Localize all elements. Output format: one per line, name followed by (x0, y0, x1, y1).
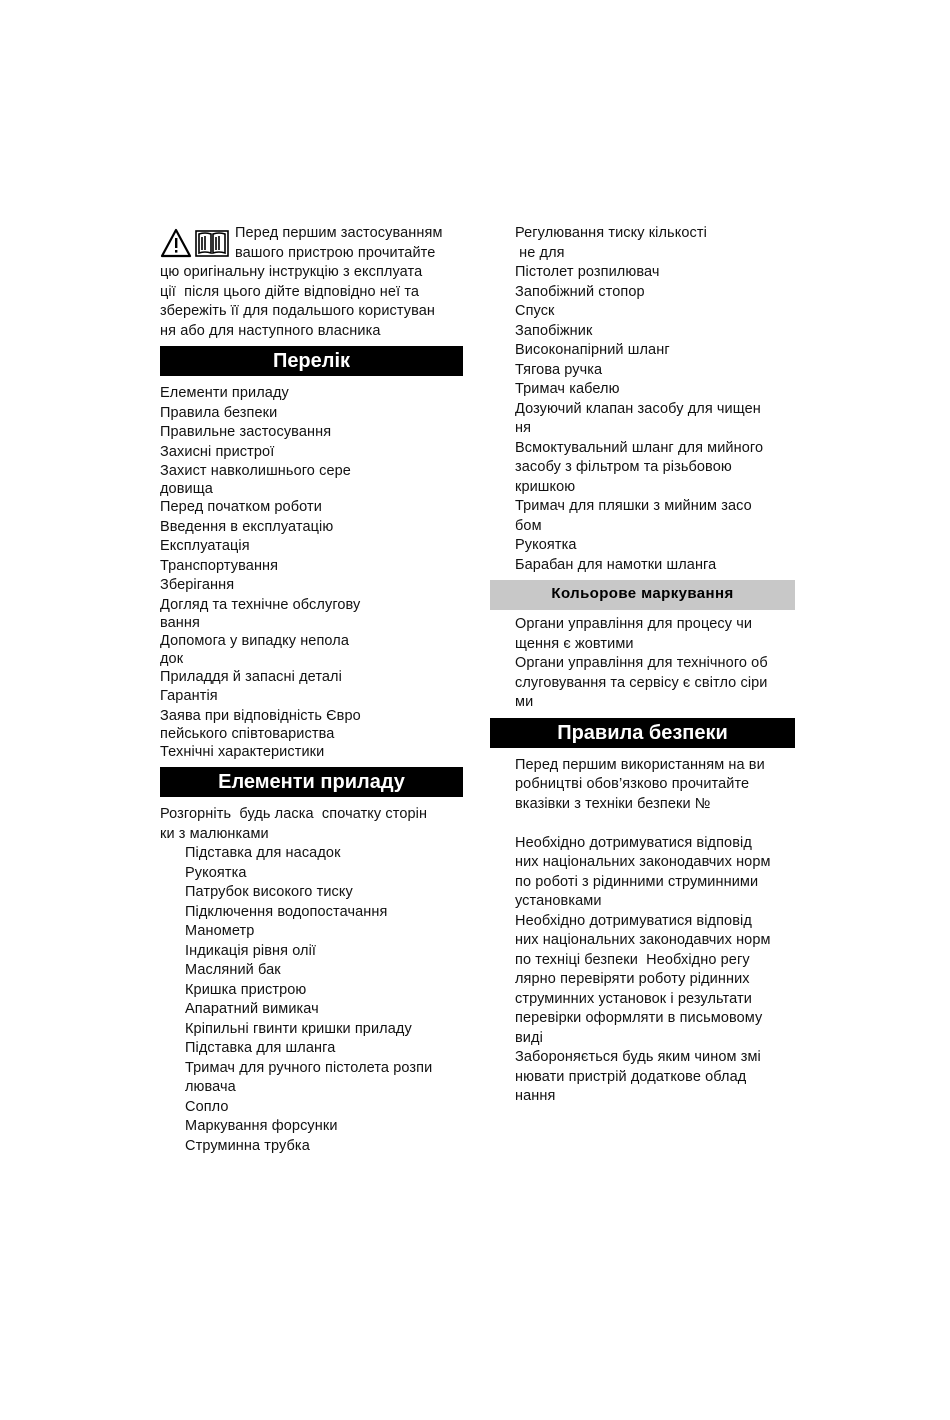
elements-list-continued (490, 224, 795, 575)
contents-item: Транспортування (160, 557, 279, 574)
safety-line: струминних установок і результати (515, 990, 752, 1007)
element-item: Індикація рівня олії (185, 942, 317, 959)
element-item: Рукоятка (185, 864, 247, 881)
safety-line: нання (515, 1088, 556, 1104)
element-item: Манометр (185, 923, 255, 939)
contents-item: Приладдя й запасні деталі (160, 668, 342, 685)
intro-line: цю оригінальну інструкцію з експлуата (160, 264, 423, 280)
element-item: Маркування форсунки (185, 1118, 338, 1134)
contents-item: Догляд та технічне обслугову (160, 596, 361, 613)
paragraph-gap (490, 814, 795, 834)
contents-item: Елементи приладу (160, 385, 289, 401)
element-item: засобу з фільтром та різьбовою (515, 459, 732, 475)
safety-line: них національних законодавчих норм (515, 932, 771, 948)
contents-item: Зберігання (160, 577, 235, 593)
warning-manual-icon (160, 228, 232, 258)
safety-line: Необхідно дотримуватися відповід (515, 912, 752, 929)
intro-line: ції після цього дійте відповідно неї та (160, 283, 420, 300)
contents-item: Захист навколишнього сере (160, 463, 351, 479)
color-coding-line: слуговування та сервісу є світло сіри (515, 674, 768, 691)
contents-item: довища (160, 481, 213, 497)
safety-line: Забороняється будь яким чином змі (515, 1049, 761, 1065)
element-item: Тримач для ручного пістолета розпи (185, 1059, 433, 1076)
safety-line: по техніці безпеки Необхідно регу (515, 951, 750, 968)
contents-item: Технічні характеристики (160, 743, 325, 760)
contents-item: Правила безпеки (160, 404, 278, 421)
element-item: Підключення водопостачання (185, 903, 388, 920)
contents-item: Гарантія (160, 688, 218, 704)
element-item: Рукоятка (515, 537, 577, 553)
contents-item: док (160, 650, 184, 667)
element-item: Струминна трубка (185, 1137, 310, 1154)
element-item: Підставка для насадок (185, 845, 341, 861)
element-item: Патрубок високого тиску (185, 884, 353, 900)
element-item: Сопло (185, 1098, 229, 1115)
left-column (160, 224, 463, 1156)
safety-line: вказівки з техніки безпеки № (515, 795, 711, 812)
safety-line: них національних законодавчих норм (515, 854, 771, 870)
element-item: Дозуючий клапан засобу для чищен (515, 400, 761, 417)
elements-list (160, 805, 463, 1156)
safety-line: Перед першим використанням на ви (515, 756, 765, 773)
elements-intro-line: ки з малюнками (160, 825, 269, 842)
element-item: кришкою (515, 478, 576, 495)
element-item: Всмоктувальний шланг для мийного (515, 439, 764, 456)
element-item: Тримач для пляшки з мийним засо (515, 498, 752, 514)
contents-item: Експлуатація (160, 538, 250, 554)
contents-item: Правильне застосування (160, 424, 332, 440)
element-item: бом (515, 517, 542, 534)
element-item: Високонапірний шланг (515, 342, 670, 358)
element-item: ня (515, 420, 532, 436)
contents-item: Захисні пристрої (160, 443, 275, 460)
element-item: Регулювання тиску кількості (515, 225, 707, 241)
element-item: Спуск (515, 303, 555, 319)
color-coding-line: Органи управління для процесу чи (515, 616, 753, 632)
element-item: Тримач кабелю (515, 381, 620, 397)
element-item: Барабан для намотки шланга (515, 556, 717, 573)
element-item: Кріпильні гвинти кришки приладу (185, 1020, 412, 1037)
contents-item: Заява при відповідність Євро (160, 707, 361, 724)
contents-list (160, 384, 463, 762)
intro-line: ня або для наступного власника (160, 322, 381, 339)
safety-line: робництві обов’язково прочитайте (515, 776, 750, 792)
contents-heading: Перелік (160, 346, 463, 376)
safety-line: перевірки оформляти в письмовому (515, 1010, 763, 1026)
element-item: Пістолет розпилювач (515, 264, 660, 280)
intro-line: збережіть її для подальшого користуван (160, 303, 436, 319)
element-item: Апаратний вимикач (185, 1001, 319, 1017)
safety-line: по роботі з рідинними струминними (515, 873, 759, 890)
manual-book-icon (196, 231, 228, 256)
intro-line: вашого пристрою прочитайте (235, 244, 436, 261)
intro-line: Перед першим застосуванням (235, 225, 443, 241)
warning-triangle-icon (162, 230, 190, 256)
intro-notice (160, 224, 463, 341)
element-item: Підставка для шланга (185, 1040, 336, 1056)
safety-text (490, 756, 795, 1107)
elements-heading: Елементи приладу (160, 767, 463, 797)
color-coding-line: щення є жовтими (515, 635, 634, 652)
color-coding-line: Органи управління для технічного об (515, 655, 768, 671)
element-item: Запобіжний стопор (515, 283, 645, 300)
contents-item: Перед початком роботи (160, 499, 322, 515)
safety-line: Необхідно дотримуватися відповід (515, 834, 752, 851)
color-coding-text (490, 615, 795, 713)
contents-item: вання (160, 614, 200, 631)
element-item: не для (515, 244, 565, 261)
color-coding-heading: Кольорове маркування (490, 580, 795, 610)
contents-item: Допомога у випадку непола (160, 632, 349, 649)
safety-line: виді (515, 1029, 543, 1046)
safety-line: нювати пристрій додаткове облад (515, 1068, 747, 1085)
elements-intro-line: Розгорніть будь ласка спочатку сторін (160, 806, 428, 822)
element-item: лювача (185, 1079, 236, 1095)
color-coding-line: ми (515, 694, 534, 710)
right-column (490, 224, 795, 1107)
element-item: Кришка пристрою (185, 981, 307, 998)
safety-line: установками (515, 893, 602, 909)
element-item: Тягова ручка (515, 361, 603, 378)
element-item: Запобіжник (515, 322, 593, 339)
contents-item: пейського співтовариства (160, 725, 335, 742)
safety-line: лярно перевіряти роботу рідинних (515, 971, 750, 987)
element-item: Масляний бак (185, 962, 281, 978)
contents-item: Введення в експлуатацію (160, 518, 334, 535)
safety-heading: Правила безпеки (490, 718, 795, 748)
